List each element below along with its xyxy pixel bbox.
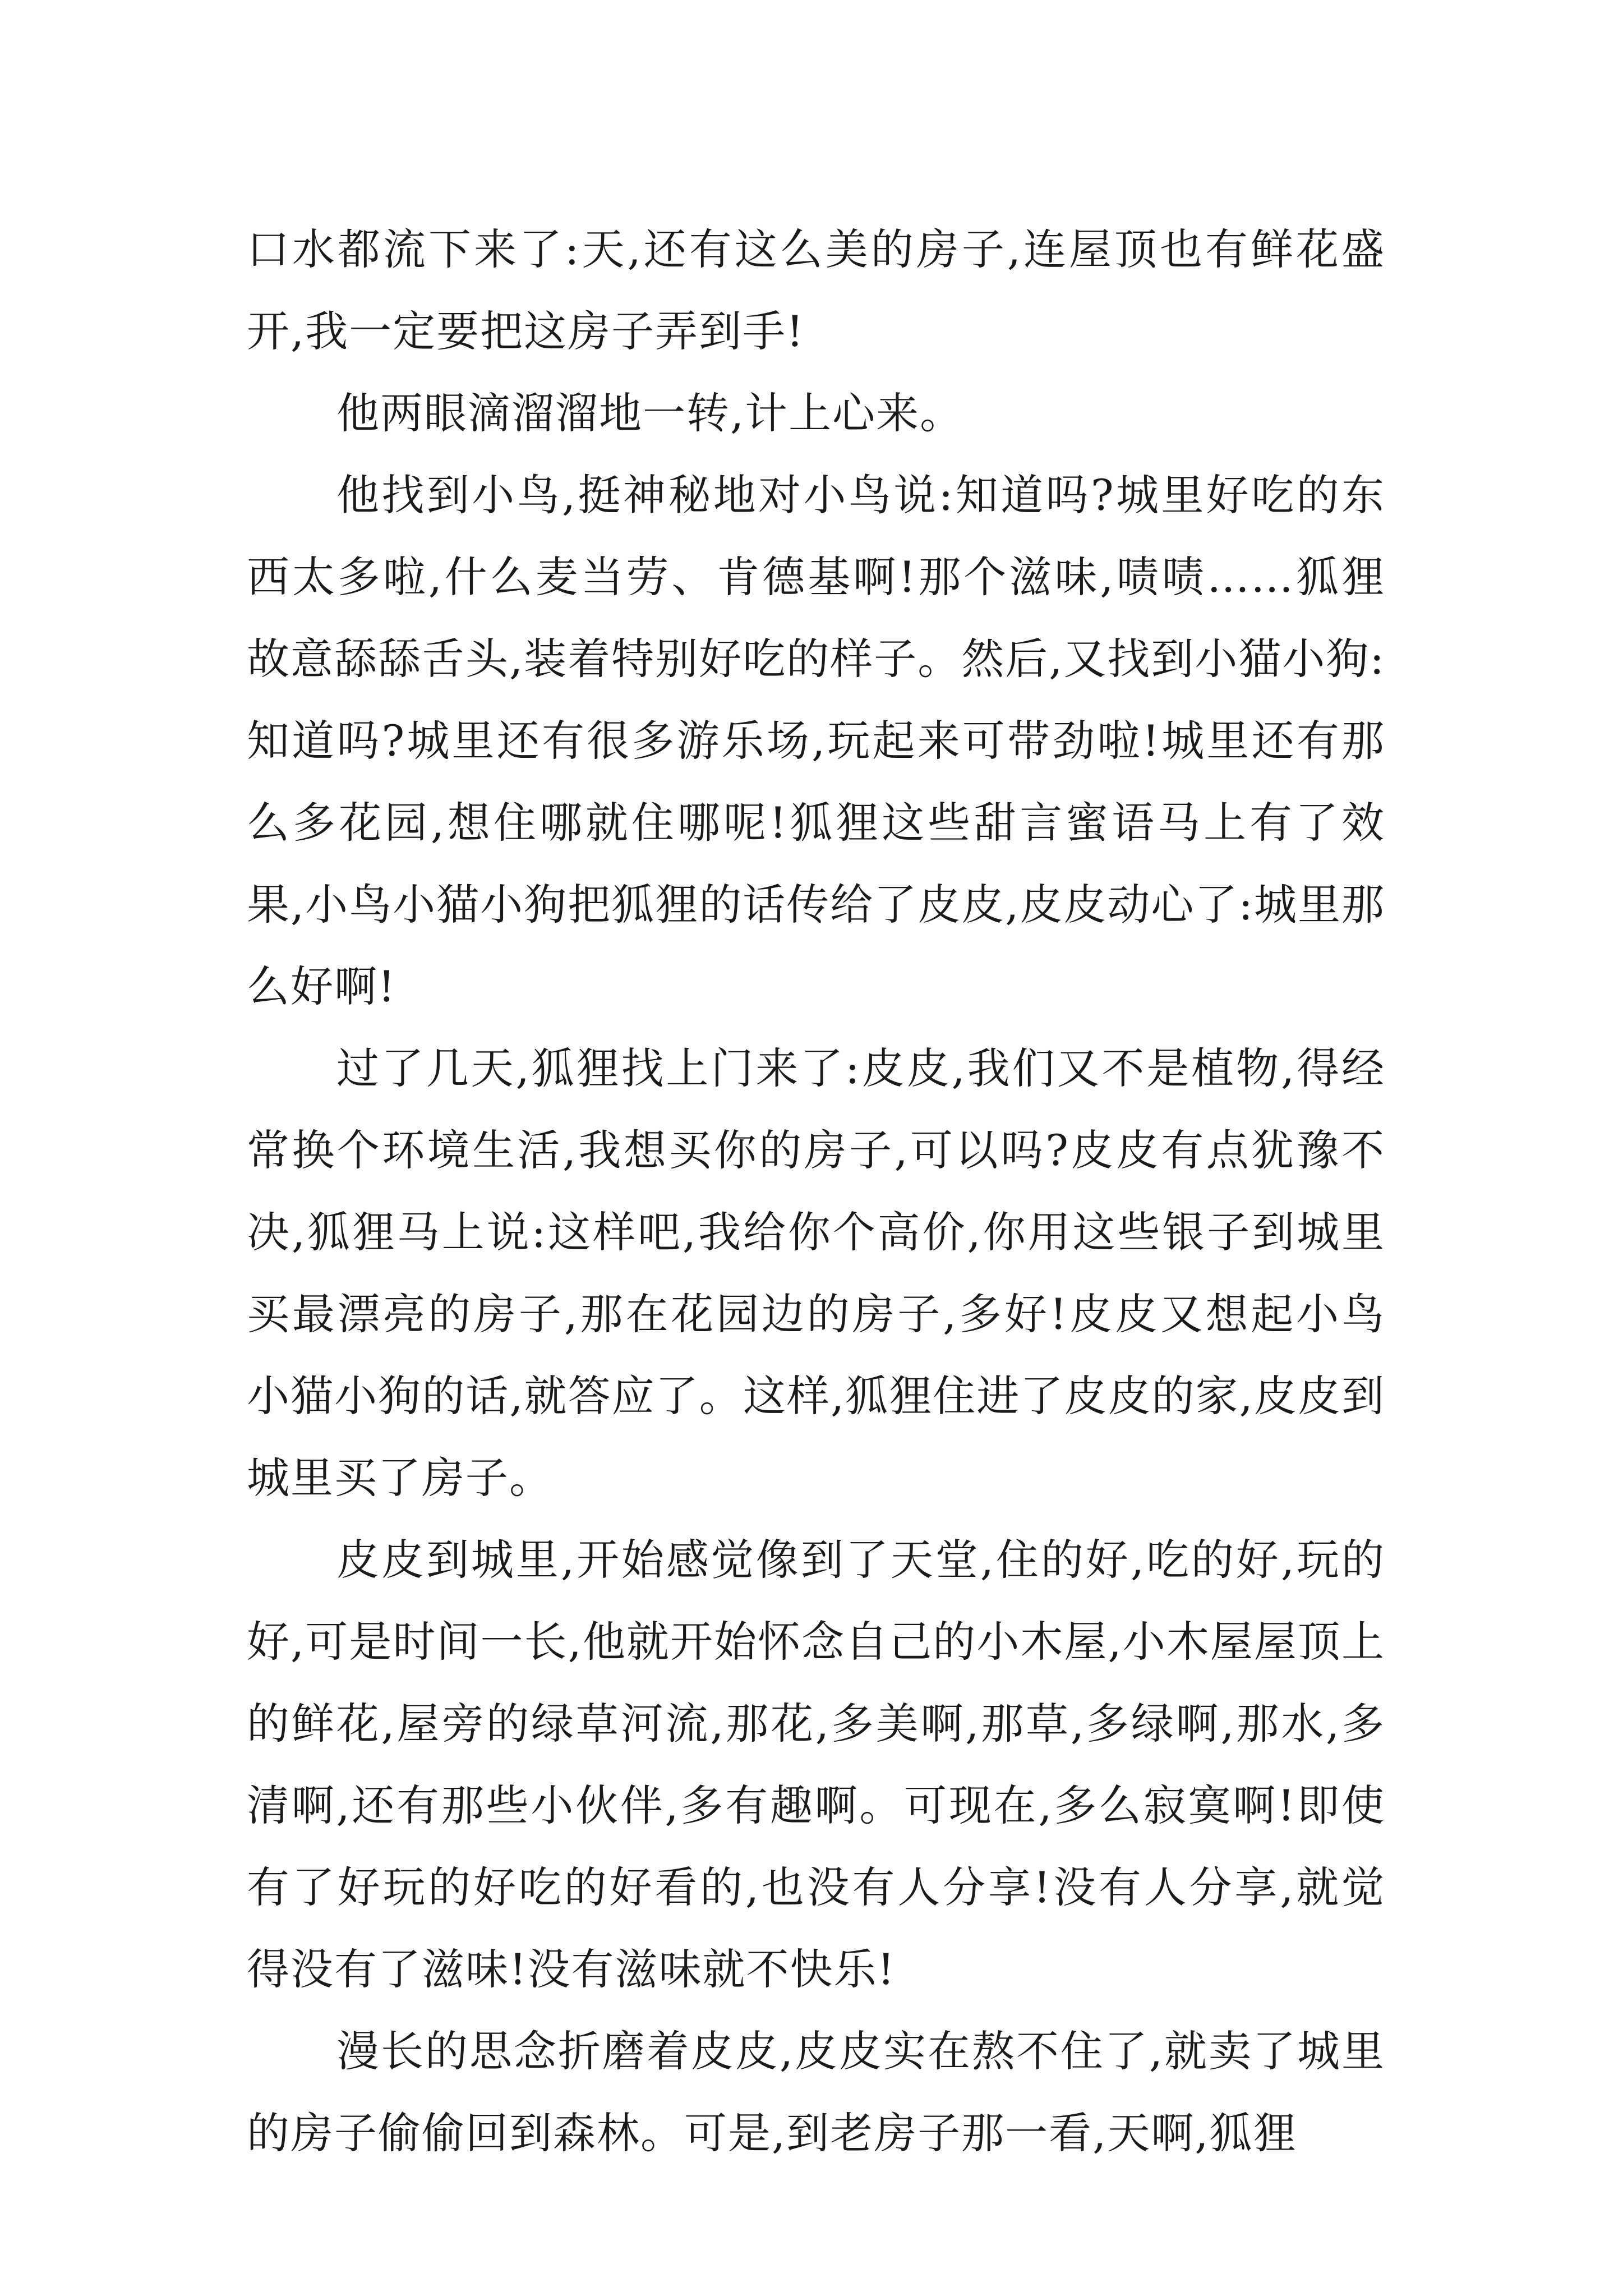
paragraph-3: 他找到小鸟,挺神秘地对小鸟说:知道吗?城里好吃的东西太多啦,什么麦当劳、肯德基啊!那个滋味,啧啧……狐狸故意舔舔舌头,装着特别好吃的样子。然后,又找到小猫小狗:知道吗?城里还有很多游乐场,玩起来可带劲啦!城里还有那么多花园,想住哪就住哪呢!狐狸这些甜言蜜语马上有了效果,小鸟小猫小狗把狐狸的话传给了皮皮,皮皮动心了:城里那么好啊! xyxy=(247,470,1385,1011)
paragraph-6: 漫长的思念折磨着皮皮,皮皮实在熬不住了,就卖了城里的房子偷偷回到森林。可是,到老房子那一看,天啊,狐狸 xyxy=(247,2026,1385,2158)
paragraph-2: 他两眼滴溜溜地一转,计上心来。 xyxy=(336,388,964,438)
paragraph-5: 皮皮到城里,开始感觉像到了天堂,住的好,吃的好,玩的好,可是时间一长,他就开始怀念自己的小木屋,小木屋屋顶上的鲜花,屋旁的绿草河流,那花,多美啊,那草,多绿啊,那水,多清啊,还有那些小伙伴,多有趣啊。可现在,多么寂寞啊!即使有了好玩的好吃的好看的,也没有人分享!没有人分享,就觉得没有了滋味!没有滋味就不快乐! xyxy=(247,1535,1385,1994)
paragraph-1: 口水都流下来了:天,还有这么美的房子,连屋顶也有鲜花盛开,我一定要把这房子弄到手! xyxy=(247,224,1385,356)
story-text xyxy=(247,209,1385,2174)
paragraph-4: 过了几天,狐狸找上门来了:皮皮,我们又不是植物,得经常换个环境生活,我想买你的房子,可以吗?皮皮有点犹豫不决,狐狸马上说:这样吧,我给你个高价,你用这些银子到城里买最漂亮的房子,那在花园边的房子,多好!皮皮又想起小鸟小猫小狗的话,就答应了。这样,狐狸住进了皮皮的家,皮皮到城里买了房子。 xyxy=(247,1043,1385,1503)
